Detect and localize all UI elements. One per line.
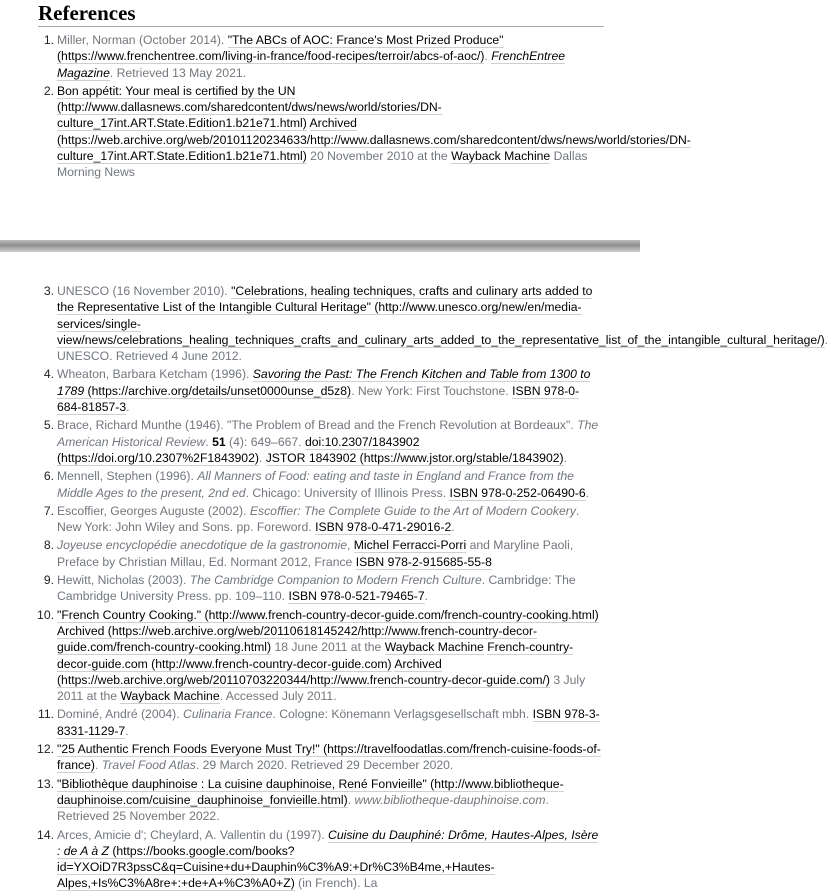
reference-link[interactable]: "French Country Cooking." (http://www.french-country-decor-guide.com/french-country-cooking.html) (57, 607, 599, 622)
reference-link[interactable]: (https://archive.org/details/unset0000unse_d5z8) (84, 383, 352, 398)
reference-text: Miller, Norman (October 2014). (57, 33, 228, 47)
reference-link[interactable]: Wayback Machine (384, 640, 484, 655)
reference-link[interactable]: Michel Ferracci-Porri (353, 538, 467, 553)
reference-number: 1. (43, 33, 54, 47)
reference-link[interactable]: "25 Authentic French Foods Everyone Must Try!" (https://travelfoodatlas.com/french-cuisine-foods-of-france) (57, 742, 601, 773)
reference-item (0, 706, 640, 739)
page-top (0, 0, 691, 240)
reference-text: UNESCO (16 November 2010). (57, 284, 232, 298)
reference-item (0, 572, 640, 605)
reference-text: Arces, Amicie d'; Cheylard, A. Vallentin du (1997). (57, 827, 329, 842)
reference-list-bottom (0, 283, 828, 894)
reference-text: . (125, 723, 129, 738)
reference-link[interactable]: "Bibliothèque dauphinoise : La cuisine dauphinoise, René Fonvieille" (http://www.bibliotheque-dauphinoise.com/cuisine_dauphinoise_fonvieille.html) (57, 776, 564, 807)
reference-link[interactable]: ISBN 978-3-8331-1129-7 (57, 707, 600, 738)
reference-text: (in French). La (294, 876, 378, 891)
reference-text: Mennell, Stephen (1996). (57, 469, 198, 484)
reference-link[interactable]: Wayback Machine (120, 689, 220, 704)
reference-item (0, 537, 640, 570)
reference-number: 14. (37, 827, 54, 842)
reference-number: 9. (43, 573, 54, 588)
reference-text: . (585, 485, 590, 500)
reference-link[interactable]: ISBN 978-0-521-79465-7 (288, 589, 425, 604)
page-bottom (0, 252, 828, 891)
reference-item (0, 741, 640, 774)
reference-item (0, 283, 828, 364)
reference-text: . (563, 450, 567, 465)
reference-link[interactable]: ISBN 978-0-471-29016-2 (315, 520, 452, 535)
reference-number: 7. (43, 503, 54, 518)
reference-item (0, 776, 640, 825)
reference-link[interactable]: Bon appétit: Your meal is certified by the UN (http://www.dallasnews.com/sharedcontent/dws/news/world/stories/DN-culture_17int.ART.State.Edition1.b21e71.html) (57, 83, 442, 131)
reference-text: Dominé, André (2004). (57, 707, 184, 722)
references-heading: References (38, 0, 604, 27)
reference-text: . Chicago: University of Illinois Press. (245, 485, 450, 500)
reference-link[interactable]: Cuisine du Dauphiné: Drôme, Hautes-Alpes, Isère : de A à Z (57, 827, 599, 858)
reference-link[interactable]: Archived (https://web.archive.org/web/20101120234633/http://www.dallasnews.com/sharedcontent/dws/news/world/stories/DN-culture_17int.ART.State.Edition1.b21e71.html) (57, 116, 691, 164)
reference-number: 2. (43, 83, 54, 98)
reference-link[interactable]: doi:10.2307/1843902 (https://doi.org/10.2307%2F1843902) (57, 434, 420, 465)
reference-text: . 29 March 2020. Retrieved 29 December 2020. (195, 758, 454, 773)
reference-item (0, 827, 640, 892)
reference-text: 18 June 2011 at the (271, 640, 385, 655)
reference-text: and Maryline Paoli, Preface by Christian Millau, Ed. Normant 2012, France (57, 538, 574, 569)
reference-text: Escoffier: The Complete Guide to the Art of Modern Cookery (249, 503, 576, 518)
reference-text: . (484, 49, 492, 64)
reference-text: . (451, 520, 455, 535)
reference-text: Escoffier, Georges Auguste (2002). (57, 503, 250, 518)
reference-text: . (347, 792, 355, 807)
reference-link[interactable]: FrenchEntree Magazine (57, 49, 566, 80)
reference-text: . New York: John Wiley and Sons. pp. Foreword. (57, 503, 580, 535)
reference-text: . (258, 450, 266, 465)
reference-link[interactable]: JSTOR 1843902 (https://www.jstor.org/stable/1843902) (265, 450, 564, 465)
reference-number: 6. (43, 469, 54, 484)
reference-text: (4): 649–667. (225, 434, 305, 449)
reference-number: 3. (43, 284, 54, 298)
reference-link[interactable]: (https://books.google.com/books?id=YXOiD7R3pssC&q=Cuisine+du+Dauphin%C3%A9:+Dr%C3%B4me,+Hautes-Alpes,+Is%C3%A8re+:+de+A+%C3%A0+Z) (57, 843, 495, 891)
reference-item (0, 468, 640, 501)
reference-number: 12. (37, 742, 54, 757)
reference-link[interactable]: ISBN 978-2-915685-55-8 (355, 554, 492, 569)
reference-number: 8. (43, 538, 54, 553)
reference-text: The American Historical Review (57, 418, 599, 449)
reference-text: Dallas Morning News (57, 149, 588, 180)
reference-item (0, 607, 640, 705)
reference-link[interactable]: "The ABCs of AOC: France's Most Prized Produce" (https://www.frenchentree.com/living-in-france/food-recipes/terroir/abcs-of-aoc/) (57, 33, 504, 64)
reference-text: The Cambridge Companion to Modern French Culture (189, 573, 482, 588)
page-divider (0, 240, 640, 252)
reference-text: Travel Food Atlas (101, 758, 196, 773)
reference-link[interactable]: French-country-decor-guide.com (http://www.french-country-decor-guide.com) (57, 640, 574, 671)
reference-text: Wheaton, Barbara Ketcham (1996). (57, 367, 253, 382)
reference-text: Joyeuse encyclopédie anecdotique de la gastronomie (57, 538, 347, 553)
reference-number: 11. (37, 707, 54, 722)
reference-text: All Manners of Food: eating and taste in England and France from the Middle Ages to the present, 2nd ed (57, 469, 574, 500)
reference-link[interactable]: ISBN 978-0-252-06490-6 (449, 485, 586, 500)
reference-text: 20 November 2010 at the (306, 149, 452, 164)
reference-item (0, 503, 640, 536)
reference-text: 51 (212, 434, 226, 449)
reference-text: . UNESCO. Retrieved 4 June 2012. (57, 332, 828, 364)
reference-text: Brace, Richard Munthe (1946). "The Problem of Bread and the French Revolution at Bordeaux". (57, 418, 578, 433)
reference-list-top (0, 32, 691, 183)
reference-text: . (205, 434, 213, 449)
reference-link[interactable]: "Celebrations, healing techniques, crafts and culinary arts added to the Representative List of the Intangible Cultural Heritage" (http://www.unesco.org/new/en/media-services/single-view/news/celebrations_healing_techniques_crafts_and_culinary_arts_added_to_the_representative_list_of_the_intangible_cultural_heritage/) (57, 284, 825, 347)
reference-text: www.bibliotheque-dauphinoise.com (354, 792, 546, 807)
reference-number: 5. (43, 418, 54, 433)
reference-item (0, 32, 640, 81)
reference-text: . (424, 589, 429, 604)
reference-text: Culinaria France (183, 707, 273, 722)
reference-link[interactable]: Wayback Machine (451, 149, 551, 164)
reference-text: . Cologne: Könemann Verlagsgesellschaft mbh. (272, 707, 533, 722)
reference-link[interactable]: Archived (https://web.archive.org/web/20110618145242/http://www.french-country-decor-guide.com/french-country-cooking.html) (57, 623, 538, 655)
reference-text: . (126, 400, 130, 415)
reference-number: 13. (37, 776, 54, 791)
reference-item (0, 417, 640, 466)
reference-text: . Retrieved 13 May 2021. (109, 65, 247, 80)
reference-text: . Accessed July 2011. (219, 689, 337, 704)
reference-text: . Cambridge: The Cambridge University Press. pp. 109–110. (57, 573, 576, 604)
reference-text: 3 July 2011 at the (57, 672, 586, 704)
reference-number: 4. (43, 367, 54, 382)
reference-text: . New York: First Touchstone. (351, 383, 513, 398)
reference-text: , (347, 538, 354, 553)
reference-link[interactable]: Archived (https://web.archive.org/web/20110703220344/http://www.french-country-decor-guide.com/) (57, 656, 550, 687)
reference-text: . (94, 758, 102, 773)
reference-number: 10. (37, 607, 54, 622)
reference-text: Hewitt, Nicholas (2003). (57, 573, 190, 588)
reference-item (0, 83, 691, 181)
reference-item (0, 366, 640, 415)
reference-link[interactable]: ISBN 978-0-684-81857-3 (57, 383, 580, 415)
reference-text: . Retrieved 25 November 2022. (57, 792, 549, 824)
reference-link[interactable]: Savoring the Past: The French Kitchen and Table from 1300 to 1789 (57, 367, 591, 398)
